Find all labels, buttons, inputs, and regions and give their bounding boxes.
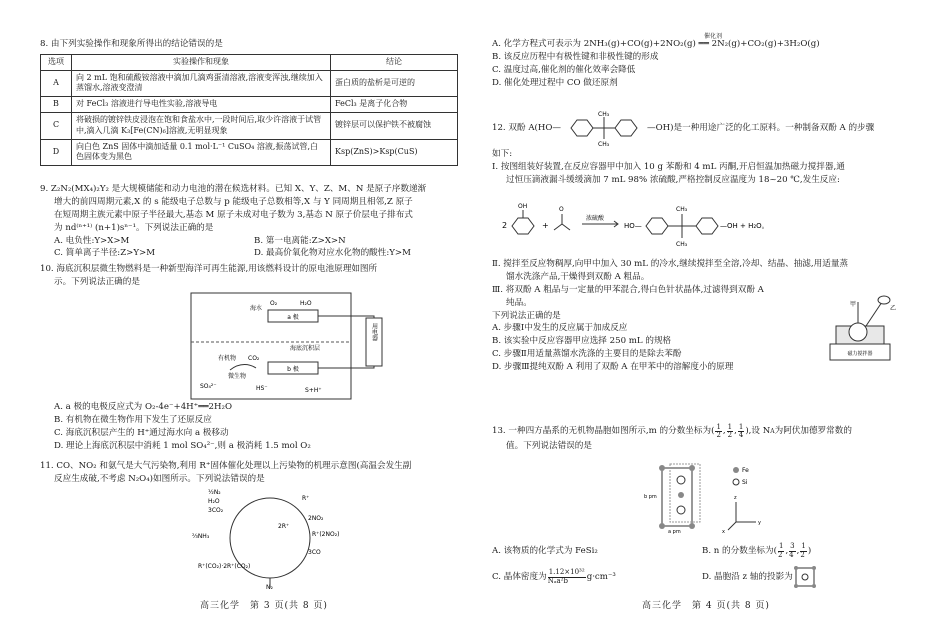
label-b: b 极: [287, 366, 299, 373]
si-atom: [677, 476, 685, 484]
n-a: 1: [778, 542, 784, 551]
label-h2o: H₂O: [300, 300, 312, 307]
label-apm: a pm: [668, 529, 681, 534]
q13-line2: 值。下列说法错误的是: [506, 440, 592, 451]
n-bd: 4: [789, 550, 794, 559]
projection-icon: [793, 565, 817, 589]
m-a: 1: [716, 423, 721, 431]
eq-ch3-top: CH₃: [676, 206, 688, 213]
label-s: S+H⁺: [305, 387, 322, 394]
label-bpm: b pm: [644, 494, 657, 500]
q13-stem-a: 13. 一种四方晶系的无机物晶胞如图所示,m 的分数坐标为(: [492, 426, 715, 437]
q8-row-a-concl: 蛋白质的盐析是可逆的: [331, 70, 458, 97]
cell-front: [662, 468, 692, 526]
label-co2: 3CO₂: [208, 507, 224, 514]
q8-header-opt: 选项: [41, 54, 72, 70]
question-11: [40, 460, 470, 486]
question-8: [40, 38, 470, 166]
q12-line2: 如下:: [492, 149, 513, 159]
q8-table: [40, 54, 458, 166]
svg-text:x: x: [722, 529, 725, 534]
footer-left: 高三化学 第 3 页(共 8 页): [200, 600, 328, 611]
fe-atom: [678, 492, 684, 498]
q12-step3-b: 纯品。: [506, 297, 532, 308]
funnel-tube: [866, 302, 882, 326]
eq-ch3-bottom: CH₃: [676, 241, 688, 248]
label-so4: SO₄²⁻: [200, 383, 217, 390]
question-10: [40, 263, 470, 289]
legend-fe-dot: [733, 467, 739, 473]
eq-tail: —OH + H₂O。: [720, 222, 769, 230]
eq-oh: OH: [518, 203, 528, 210]
q11-option-d[interactable]: D. 催化处理过程中 CO 做还原剂: [492, 77, 618, 88]
q12-option-c[interactable]: C. 步骤Ⅱ用适量蒸馏水洗涤的主要目的是除去苯酚: [492, 349, 682, 360]
stirrer-label: 磁力搅拌器: [847, 351, 873, 357]
q13-option-c-label: C. 晶体密度为: [492, 571, 547, 582]
q12-step1-b: 过恒压滴液漏斗缓缓滴加 7 mL 98% 浓硫酸,严格控制反应温度为 18~20 ℃,发生反应:: [506, 174, 840, 185]
q13-option-c[interactable]: [492, 569, 702, 585]
q9-option-a[interactable]: A. 电负性:Y>X>M: [54, 235, 130, 246]
label-r2plus: 2R⁺: [278, 523, 290, 530]
footer-right: 高三化学 第 4 页(共 8 页): [642, 600, 770, 611]
fe-atom: [689, 465, 695, 471]
q10-option-c[interactable]: C. 海底沉积层产生的 H⁺通过海水向 a 极移动: [54, 427, 229, 438]
fe-atom: [689, 523, 695, 529]
q10-option-d[interactable]: D. 理论上海底沉积层中消耗 1 mol SO₄²⁻,则 a 极消耗 1.5 mol O₂: [54, 440, 311, 451]
q8-row-b-concl: FeCl₃ 是离子化合物: [331, 97, 458, 113]
eq-o: O: [559, 206, 564, 213]
right-page: [492, 0, 917, 631]
ch3-bottom: CH₃: [598, 141, 610, 148]
q8-row-d-op: 向白色 ZnS 固体中滴加适量 0.1 mol·L⁻¹ CuSO₄ 溶液,振荡试管,白色固体变为黑色: [72, 139, 331, 166]
n-c: 1: [801, 542, 806, 551]
question-13: 13. 一种四方晶系的无机物晶胞如图所示,m 的分数坐标为( $\frac{1}{2}$ , $\frac{1}{2}$ , $\frac{1}{4}$ ),设 N A 为阿伏加德罗常数的 值。下列说法错误的是: [492, 424, 917, 453]
q10-line2: 示。下列说法正确的是: [54, 276, 140, 287]
q13-stem-b: ),设 N: [745, 426, 771, 437]
reaction-equation: [502, 198, 812, 248]
q10-option-a[interactable]: A. a 极的电极反应式为 O₂-4e⁻+4H⁺══2H₂O: [54, 402, 232, 412]
axis-x: [728, 522, 736, 530]
left-page: [40, 0, 470, 631]
n-cd: 2: [800, 550, 805, 559]
fe-atom: [659, 465, 665, 471]
q10-option-b[interactable]: B. 有机物在微生物作用下发生了还原反应: [54, 414, 212, 425]
q8-header-op: 实验操作和现象: [72, 54, 331, 70]
density-den: Nₐa²b: [547, 576, 568, 585]
label-n2-bottom: N₂: [266, 584, 273, 590]
density-num: 1.12×10³²: [548, 568, 585, 577]
q11-line1: 11. CO、NO₂ 和氨气是大气污染物,利用 R⁺固体催化处理以上污染物的机理示意图(高温会发生副: [40, 461, 412, 471]
q11-option-c[interactable]: C. 温度过高,催化剂的催化效率会降低: [492, 64, 636, 75]
label-o2: O₂: [270, 300, 278, 307]
q13-option-b[interactable]: B. n 的分数坐标为( $\frac{1}{2}$ , $\frac{3}{4}$ , $\frac{1}{2}$ ): [702, 542, 812, 559]
label-a: a 极: [287, 314, 299, 321]
apparatus-diagram: [822, 292, 902, 364]
label-rco: R⁺(CO₂)·2R⁺(CO₂): [198, 563, 251, 570]
table-row: [41, 70, 458, 97]
battery-diagram: [190, 292, 390, 402]
q12-option-a[interactable]: A. 步骤Ⅰ中发生的反应属于加成反应: [492, 323, 628, 334]
question-12: [492, 108, 917, 187]
q9-option-c[interactable]: C. 简单离子半径:Z>Y>M: [54, 248, 156, 259]
q13-stem-c: 为阿伏加德罗常数的: [774, 426, 852, 437]
label-organic: 有机物: [218, 355, 237, 362]
q8-row-b-opt: B: [41, 97, 72, 113]
legend-si-dot: [733, 479, 739, 485]
q9-line1: 9. Z₂N₂(MX₄)₂Y₂ 是大规模储能和动力电池的潜在候选材料。已知 X、Y、Z、M、N 是原子序数递渐: [40, 184, 427, 194]
mechanism-diagram: [190, 486, 360, 590]
si-atom: [677, 506, 685, 514]
label-rplus: R⁺: [302, 495, 310, 502]
eq-coefficient: 2: [502, 221, 508, 230]
q9-option-d[interactable]: D. 最高价氧化物对应水化物的酸性:Y>M: [254, 248, 411, 259]
m-b: 1: [727, 423, 733, 431]
label-no2: 2NO₂: [308, 515, 324, 522]
q8-header-concl: 结论: [331, 54, 458, 70]
q9-line3: 在短周期主族元素中原子半径最大,基态 M 原子未成对电子数为 3,基态 N 原子价层电子排布式: [54, 209, 413, 220]
q12-option-b[interactable]: B. 该实验中反应容器甲应选择 250 mL 的规格: [492, 336, 672, 347]
catalyst-label: 催化剂: [704, 33, 723, 40]
q12-stem-a: 12. 双酚 A(HO—: [492, 122, 562, 133]
q9-option-b[interactable]: B. 第一电离能:Z>X>N: [254, 235, 346, 246]
q8-row-d-opt: D: [41, 139, 72, 166]
label-co: 3CO: [308, 549, 321, 556]
m-ad: 2: [716, 431, 721, 440]
label-h2o: H₂O: [208, 498, 220, 505]
table-row: [41, 139, 458, 166]
label-n2-top: ½N₂: [208, 489, 221, 496]
table-row: [41, 97, 458, 113]
label-rno2: R⁺(2NO₂): [312, 531, 340, 538]
svg-text:y: y: [758, 520, 761, 526]
q12-steps: [492, 258, 849, 374]
label-microbe: 微生物: [228, 373, 247, 380]
label-seawater: 海水: [250, 305, 263, 312]
q9-line2: 增大的前四周期元素,X 的 s 能级电子总数与 p 能级电子总数相等,X 与 Y 同周期且相邻,Z 原子: [54, 196, 413, 207]
q13-option-d[interactable]: [702, 565, 817, 589]
question-9: [40, 183, 470, 260]
label-hs: HS⁻: [256, 385, 268, 392]
density-unit: g·cm⁻³: [586, 571, 616, 582]
funnel-yi: [878, 296, 890, 304]
fe-atom: [659, 523, 665, 529]
q8-row-a-opt: A: [41, 70, 72, 97]
q13-option-b-label: B. n 的分数坐标为(: [702, 545, 777, 556]
label-nh3: ⅔NH₃: [192, 533, 210, 540]
label-load: 用电器: [370, 323, 378, 341]
q12-step2-b: 馏水洗涤产品,干燥得到双酚 A 粗品。: [506, 271, 650, 282]
label-co2: CO₂: [248, 355, 260, 362]
label-jia: 甲: [850, 301, 857, 308]
q8-row-a-op: 向 2 mL 饱和硫酸铵溶液中滴加几滴鸡蛋清溶液,溶液变浑浊,继续加入蒸馏水,溶液变澄清: [72, 70, 331, 97]
q13-option-a[interactable]: A. 该物质的化学式为 FeSi₂: [492, 545, 598, 556]
eq-ho: HO—: [624, 222, 642, 230]
svg-text:z: z: [734, 495, 737, 501]
q11-options: [492, 33, 917, 90]
m-cd: 4: [738, 431, 744, 440]
svg-text:+: +: [542, 221, 549, 230]
m-bd: 2: [727, 431, 733, 440]
q8-stem: 8. 由下列实验操作和现象所得出的结论错误的是: [40, 39, 223, 49]
unit-cell-diagram: [640, 462, 790, 534]
q10-line1: 10. 海底沉积层微生物燃料是一种新型海洋可再生能源,用该燃料设计的原电池原理如图所: [40, 264, 378, 274]
microbe-cycle-arrow: [230, 365, 256, 371]
eq-condition: 浓硫酸: [586, 215, 605, 222]
q12-step3-a: Ⅲ. 将双酚 A 粗品与一定量的甲苯混合,得白色针状晶体,过滤得到双酚 A: [492, 284, 764, 295]
m-c: 1: [738, 423, 744, 431]
legend-fe: Fe: [742, 467, 749, 474]
q8-row-c-concl: 镀锌层可以保护铁不被腐蚀: [331, 113, 458, 140]
q12-stem-b: —OH)是一种用途广泛的化工原料。一种制备双酚 A 的步骤: [647, 122, 875, 133]
q10-options: [54, 401, 470, 453]
q12-step1-a: Ⅰ. 按图组装好装置,在反应容器甲中加入 10 g 苯酚和 4 mL 丙酮,开启恒温加热磁力搅拌器,通: [492, 161, 845, 172]
q8-row-c-op: 将破损的镀锌铁皮浸泡在饱和食盐水中,一段时间后,取少许溶液于试管中,滴入几滴 K₃[Fe(CN)₆]溶液,无明显现象: [72, 113, 331, 140]
table-row: [41, 113, 458, 140]
legend-si: Si: [742, 479, 748, 486]
bisphenol-a-structure: [561, 108, 647, 148]
q13-option-d-label: D. 晶胞沿 z 轴的投影为: [702, 571, 793, 582]
n-b: 3: [790, 542, 795, 551]
q8-row-b-op: 对 FeCl₃ 溶液进行导电性实验,溶液导电: [72, 97, 331, 113]
q11-line2: 反应生成破,不考虑 N₂O₄)如图所示。下列说法错误的是: [54, 473, 265, 484]
label-yi: 乙: [890, 305, 897, 312]
ch3-top: CH₃: [598, 111, 610, 118]
q9-line4: 为 nd⁽ⁿ⁺¹⁾ (n+1)sⁿ⁻¹。下列说法正确的是: [54, 222, 214, 233]
q12-step2-a: Ⅱ. 搅拌至反应物稠厚,向甲中加入 30 mL 的冷水,继续搅拌至全溶,冷却、结晶、抽滤,用适量蒸: [492, 259, 849, 269]
n-ad: 2: [777, 550, 783, 559]
q12-ask: 下列说法正确的是: [492, 310, 561, 321]
cell-back: [670, 464, 700, 522]
flask-jia: [849, 323, 867, 341]
q12-option-d[interactable]: D. 步骤Ⅲ提纯双酚 A 利用了双酚 A 在甲苯中的溶解度小的原理: [492, 362, 734, 373]
q8-row-c-opt: C: [41, 113, 72, 140]
q13-options: [492, 540, 917, 592]
label-sediment: 海底沉积层: [290, 345, 321, 352]
q11-option-b[interactable]: B. 该反应历程中有极性键和非极性键的形成: [492, 51, 659, 62]
q11-option-a[interactable]: A. 化学方程式可表示为 2NH₃(g)+CO(g)+2NO₂(g) ══ 2N₂(g)+CO₂(g)+3H₂O(g): [492, 39, 820, 49]
q8-row-d-concl: Ksp(ZnS)>Ksp(CuS): [331, 139, 458, 166]
